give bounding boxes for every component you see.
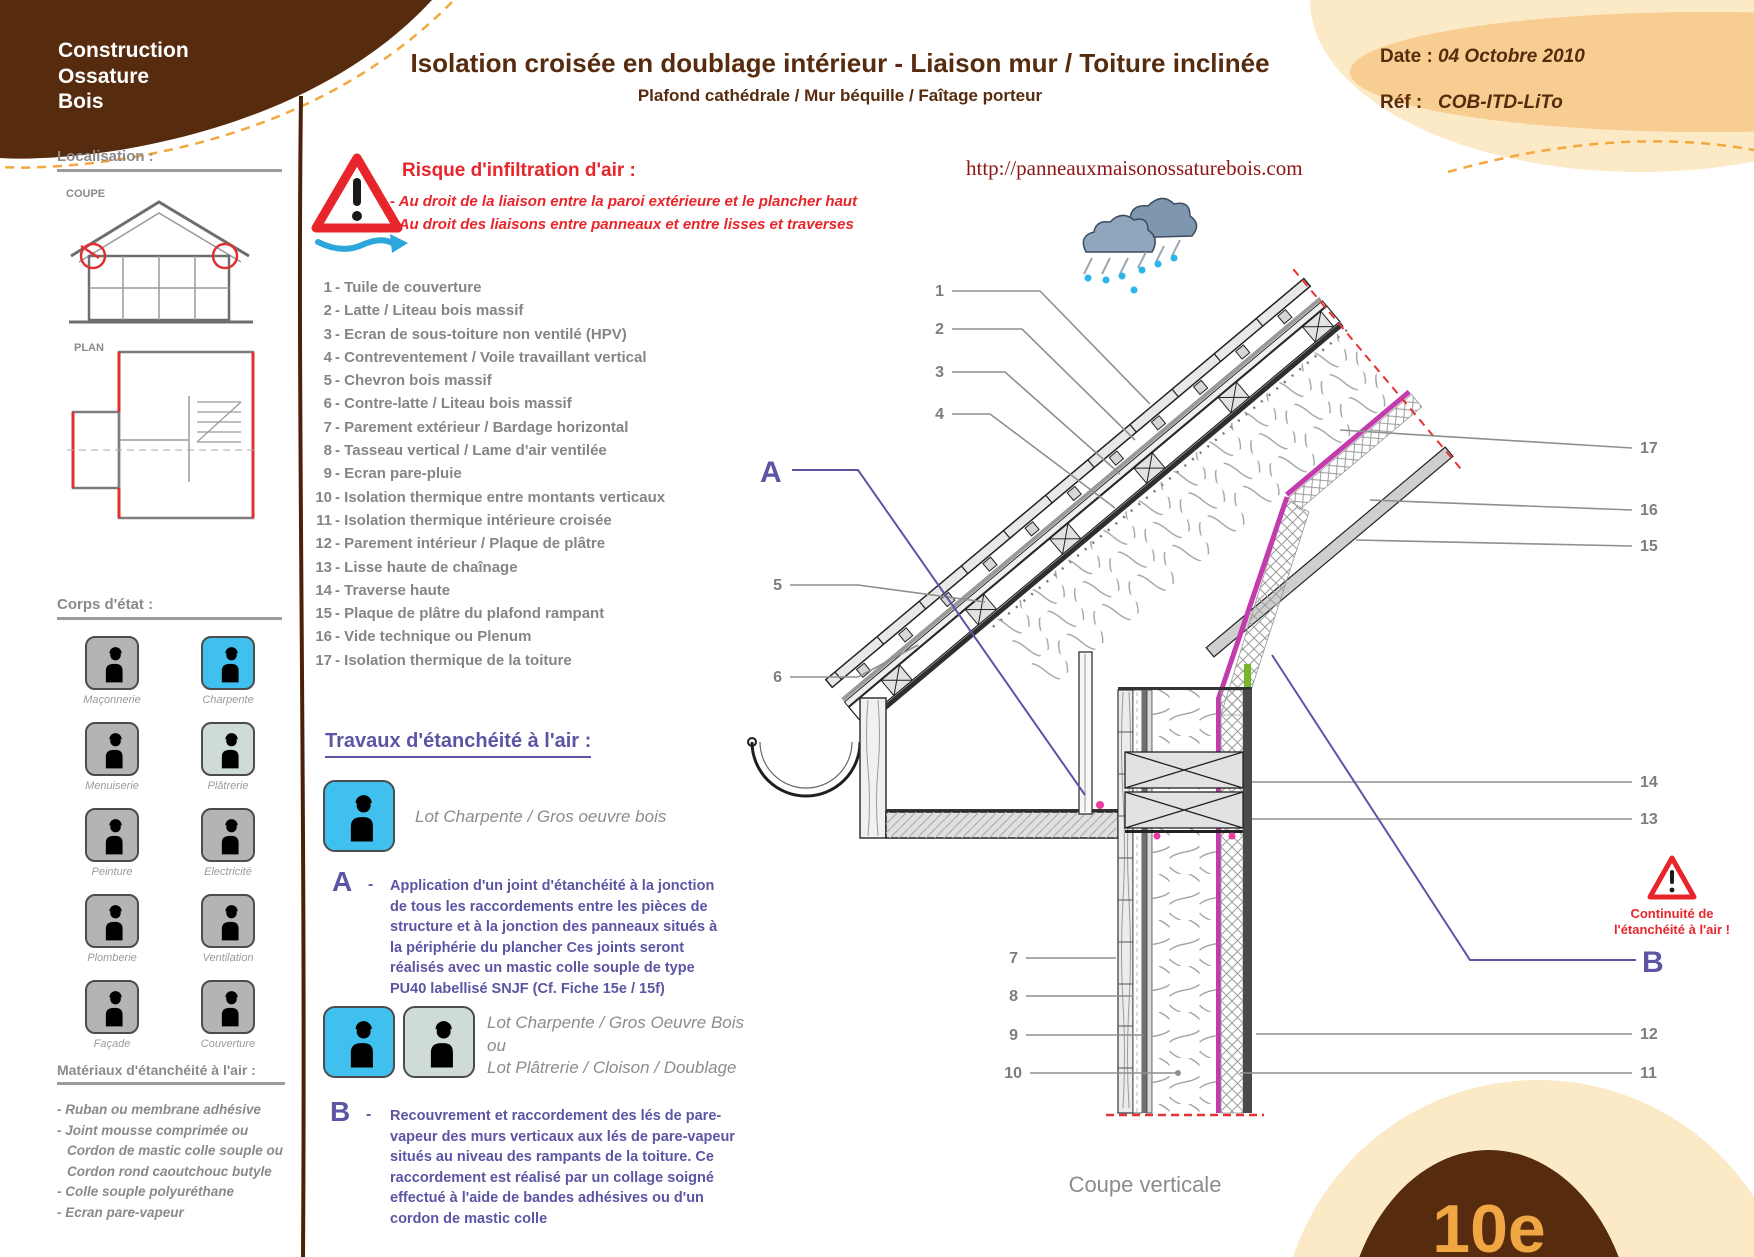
callout-15: 15	[1640, 538, 1658, 555]
materiaux-list	[57, 1100, 292, 1223]
rain-clouds-icon	[1083, 198, 1196, 293]
annotation-b-letter: B	[330, 1096, 351, 1127]
mastic-joint-dot	[1229, 833, 1236, 840]
wall-plasterboard	[1243, 690, 1252, 1113]
risk-heading: Risque d'infiltration d'air :	[402, 160, 636, 181]
materiaux-item: Cordon de mastic colle souple ou	[67, 1143, 284, 1158]
coupe-drawing	[57, 196, 267, 336]
trade-ventilation	[178, 894, 278, 964]
legend-item: 10 - Isolation thermique entre montants verticaux	[315, 488, 666, 506]
annotation-a-text: Application d'un joint d'étanchéité à la jonction de tous les raccordements entre les pièces de structure et à la jonction des panneaux situés à la périphérie du plancher Ces joints seront réalisés avec un mastic colle souple de type PU40 labellisé SNJF (Cf. Fiche 15e / 15f)	[390, 878, 718, 997]
legend-item: 9 - Ecran pare-pluie	[323, 465, 462, 483]
vertical-divider	[300, 96, 304, 1257]
technical-section-diagram	[690, 190, 1754, 1200]
materiaux-item: - Ecran pare-vapeur	[57, 1204, 184, 1220]
trade-peinture	[62, 808, 162, 878]
legend-list	[306, 276, 665, 672]
mastic-joint-dot	[1096, 801, 1104, 809]
materiaux-item: Cordon rond caoutchouc butyle	[67, 1163, 272, 1179]
legend-item: 5 - Chevron bois massif	[323, 372, 492, 390]
trade-label: Façade	[93, 1038, 131, 1050]
risk-lines	[390, 190, 857, 236]
page-number-badge: 10e	[1432, 1191, 1546, 1257]
callout-17: 17	[1640, 440, 1658, 457]
legend-item: 11 - Isolation thermique intérieure croisée	[316, 511, 612, 529]
ref-row	[1380, 92, 1563, 114]
legend-item: 8 - Tasseau vertical / Lame d'air ventilée	[323, 442, 607, 460]
lisse-haute	[1125, 792, 1243, 828]
charpente-icon	[201, 636, 255, 690]
platrerie-icon	[201, 722, 255, 776]
lot-b-line: Lot Plâtrerie / Cloison / Doublage	[487, 1058, 737, 1077]
mastic-joint-dot	[1154, 833, 1161, 840]
wall-top-cap	[1118, 687, 1252, 690]
travaux-heading: Travaux d'étanchéité à l'air :	[325, 730, 591, 758]
legend-item: 14 - Traverse haute	[315, 581, 451, 599]
legend-item: 13 - Lisse haute de chaînage	[315, 558, 518, 576]
callout-7: 7	[1009, 950, 1018, 967]
risk-line: - Au droit de la liaison entre la paroi extérieure et le plancher haut	[390, 193, 858, 210]
date-value: 04 Octobre 2010	[1438, 46, 1585, 67]
plan-label: PLAN	[74, 342, 104, 354]
annotation-a-letter: A	[332, 866, 353, 897]
materiaux-heading: Matériaux d'étanchéité à l'air :	[57, 1062, 285, 1085]
lot-charpente-icon-2	[323, 1006, 395, 1078]
trade-label: Ventilation	[202, 952, 254, 964]
lot-b-label	[487, 1012, 744, 1080]
annotation-a-dash: -	[368, 876, 374, 893]
legend-item: 7 - Parement extérieur / Bardage horizontal	[323, 418, 629, 436]
trade-maconnerie	[62, 636, 162, 706]
callout-12: 12	[1640, 1026, 1658, 1043]
trade-label: Charpente	[202, 694, 254, 706]
callout-16: 16	[1640, 502, 1658, 519]
annotation-b-dash: -	[366, 1106, 372, 1123]
website-url[interactable]: http://panneauxmaisonossaturebois.com	[966, 156, 1303, 180]
ventilation-icon	[201, 894, 255, 948]
trade-facade	[62, 980, 162, 1050]
trade-label: Menuiserie	[85, 780, 139, 792]
trade-plomberie	[62, 894, 162, 964]
callout-2: 2	[935, 321, 944, 338]
plan-drawing	[57, 336, 267, 536]
continuity-warning-line2: l'étanchéité à l'air !	[1613, 922, 1731, 937]
legend-item: 3 - Ecran de sous-toiture non ventilé (HPV)	[323, 325, 627, 343]
diagram-caption: Coupe verticale	[1068, 1172, 1222, 1197]
legend-item: 16 - Vide technique ou Plenum	[315, 628, 532, 646]
corps-heading: Corps d'état :	[57, 596, 282, 620]
annotation-b-marker: B	[1642, 946, 1664, 979]
legend-item: 15 - Plaque de plâtre du plafond rampant	[315, 605, 605, 623]
coupe-label: COUPE	[66, 188, 106, 200]
legend-item: 17 - Isolation thermique de la toiture	[315, 651, 572, 669]
logo-line: Ossature	[58, 64, 150, 88]
roof-rafter-band	[849, 306, 1340, 722]
trade-label: Peinture	[91, 866, 133, 878]
lot-a-label: Lot Charpente / Gros oeuvre bois	[415, 807, 667, 826]
callout-11: 11	[1640, 1065, 1657, 1082]
electricite-icon	[201, 808, 255, 862]
trade-label: Plomberie	[87, 952, 137, 964]
traverse-haute	[1125, 752, 1243, 788]
callout-14: 14	[1640, 774, 1658, 791]
callout-5: 5	[773, 577, 782, 594]
materiaux-item: - Joint mousse comprimée ou	[57, 1122, 249, 1138]
callout-4: 4	[935, 406, 944, 423]
localisation-heading: Localisation :	[57, 148, 282, 172]
ref-label: Réf :	[1380, 92, 1423, 113]
peinture-icon	[85, 808, 139, 862]
annotation-a-marker: A	[760, 456, 782, 489]
callout-1: 1	[935, 283, 944, 300]
callout-6: 6	[773, 669, 782, 686]
air-flow-arrowhead	[390, 234, 408, 253]
legend-item: 4 - Contreventement / Voile travaillant vertical	[323, 348, 647, 366]
materiaux-item: - Colle souple polyuréthane	[57, 1184, 235, 1199]
trade-platrerie	[178, 722, 278, 792]
logo	[58, 38, 189, 115]
continuity-warning	[1614, 858, 1730, 937]
legend-item: 1 - Tuile de couverture	[323, 279, 482, 296]
date-label: Date :	[1380, 46, 1433, 67]
legend-item: 12 - Parement intérieur / Plaque de plâtre	[315, 535, 606, 553]
trade-charpente	[178, 636, 278, 706]
roof-sheathing	[862, 322, 1343, 727]
lot-b-line: ou	[487, 1035, 506, 1055]
page-subtitle: Plafond cathédrale / Mur béquille / Faîtage porteur	[637, 86, 1043, 105]
annotation-b-leader	[1272, 655, 1636, 960]
plomberie-icon	[85, 894, 139, 948]
callout-10: 10	[1004, 1065, 1022, 1082]
green-seal-strip	[1244, 664, 1251, 688]
ref-value: COB-ITD-LiTo	[1438, 92, 1563, 113]
eave-planks	[860, 698, 886, 838]
lot-platrerie-icon	[403, 1006, 475, 1078]
trade-label: Maçonnerie	[83, 694, 141, 706]
trade-label: Couverture	[200, 1038, 256, 1050]
page-title: Isolation croisée en doublage intérieur - Liaison mur / Toiture inclinée	[410, 48, 1270, 78]
trade-menuiserie	[62, 722, 162, 792]
logo-line: Construction	[58, 39, 189, 62]
maconnerie-icon	[85, 636, 139, 690]
trade-couverture	[178, 980, 278, 1050]
trades-grid	[62, 636, 278, 1050]
facade-icon	[85, 980, 139, 1034]
callout-9: 9	[1009, 1027, 1018, 1044]
legend-item: 2 - Latte / Liteau bois massif	[323, 302, 524, 320]
date-row	[1380, 46, 1585, 68]
trade-label: Plâtrerie	[207, 780, 249, 792]
menuiserie-icon	[85, 722, 139, 776]
callout-3: 3	[935, 364, 944, 381]
continuity-warning-line1: Continuité de	[1630, 906, 1714, 921]
callout-8: 8	[1009, 988, 1018, 1005]
air-flow-icon	[318, 240, 394, 249]
trade-label: Electricité	[204, 866, 252, 878]
callout-13: 13	[1640, 811, 1658, 828]
logo-line: Bois	[58, 90, 104, 114]
risk-line: - Au droit des liaisons entre panneaux et entre lisses et traverses	[390, 216, 854, 233]
lot-charpente-icon	[323, 780, 395, 852]
materiaux-item: - Ruban ou membrane adhésive	[57, 1102, 262, 1117]
lot-b-line: Lot Charpente / Gros Oeuvre Bois	[487, 1013, 745, 1032]
legend-item: 6 - Contre-latte / Liteau bois massif	[323, 395, 572, 413]
couverture-icon	[201, 980, 255, 1034]
trade-electricite	[178, 808, 278, 878]
annotation-b-text: Recouvrement et raccordement des lés de pare-vapeur des murs verticaux aux lés de pare-vapeur situés au niveau des rampants de la toiture. Ce raccordement est réalisé par un collage soigné effectué à l'aide de bandes adhésives ou d'un cordon de mastic colle	[390, 1108, 735, 1227]
